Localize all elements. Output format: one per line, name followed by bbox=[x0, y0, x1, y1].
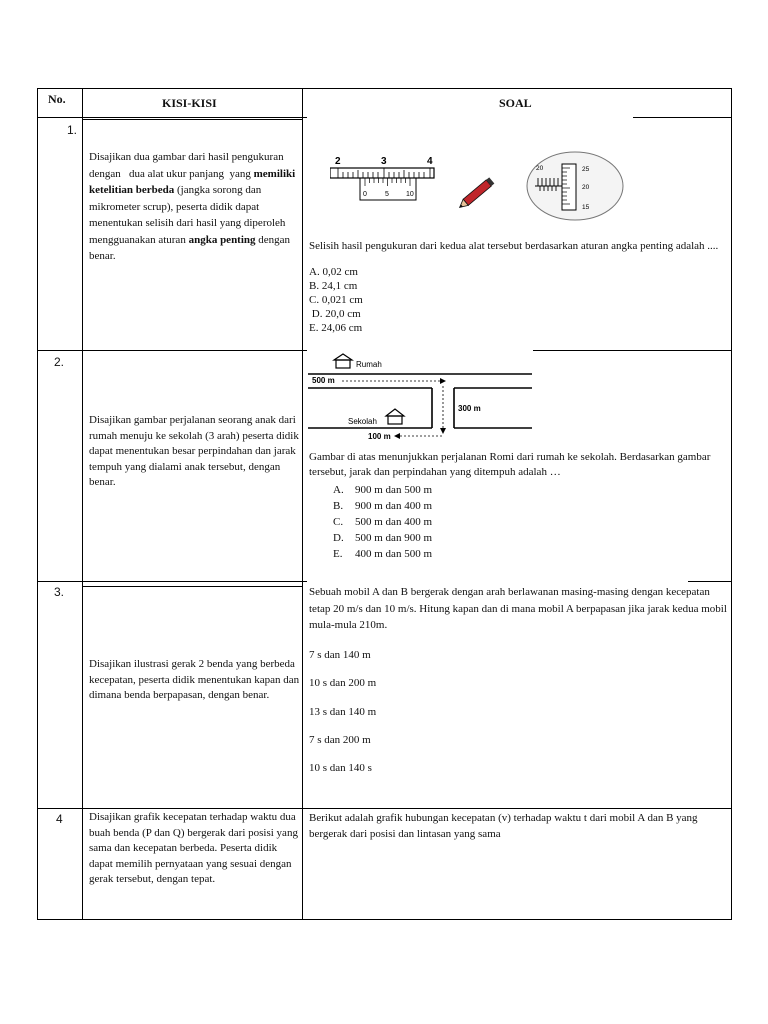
table-border-top bbox=[37, 88, 732, 89]
header-divider-right bbox=[633, 117, 732, 118]
micrometer-label-20b: 20 bbox=[582, 184, 590, 191]
row-2-figure bbox=[308, 352, 536, 444]
row-2-question: Gambar di atas menunjukkan perjalanan Romi dari rumah ke sekolah. Berdasarkan gambar tersebut, jarak dan perpindahan yang ditempuh adalah … bbox=[309, 451, 711, 478]
option-e: E. 24,06 cm bbox=[309, 322, 363, 334]
option-a: A. 0,02 cm bbox=[309, 266, 358, 278]
caliper-label-2: 2 bbox=[335, 156, 341, 167]
row-2-number: 2. bbox=[54, 355, 65, 369]
header-kisi: KISI-KISI bbox=[162, 96, 217, 110]
option-b: B. 24,1 cm bbox=[309, 280, 358, 292]
label-rumah: Rumah bbox=[356, 360, 382, 369]
row-1-options bbox=[309, 265, 363, 335]
house-icon bbox=[334, 354, 352, 368]
label-500m: 500 m bbox=[312, 376, 335, 385]
option-c: C. 500 m dan 400 m bbox=[333, 516, 432, 528]
table-border-bottom bbox=[37, 919, 732, 920]
table-border-right bbox=[731, 88, 732, 920]
row-4-number: 4 bbox=[56, 812, 63, 826]
label-100m: 100 m bbox=[368, 432, 391, 441]
vernier-label-0: 0 bbox=[363, 191, 367, 198]
micrometer-figure bbox=[527, 152, 623, 220]
row-1-question: Selisih hasil pengukuran dari kedua alat tersebut berdasarkan aturan angka penting adalah .... bbox=[309, 240, 719, 252]
micrometer-label-20a: 20 bbox=[536, 165, 544, 172]
row2-inner-top bbox=[83, 586, 302, 587]
option-d: D. 500 m dan 900 m bbox=[333, 532, 432, 544]
caliper-label-4: 4 bbox=[427, 156, 433, 167]
row-3-option-4: 7 s dan 200 m bbox=[309, 734, 371, 746]
pencil-icon bbox=[457, 177, 494, 210]
micrometer-label-25: 25 bbox=[582, 166, 590, 173]
header-no: No. bbox=[48, 92, 66, 106]
option-d: D. 20,0 cm bbox=[309, 308, 361, 320]
row-1-number: 1. bbox=[67, 123, 78, 137]
row-3-option-3: 13 s dan 140 m bbox=[309, 706, 377, 718]
vernier-label-5: 5 bbox=[385, 191, 389, 198]
row-1-figure bbox=[330, 150, 626, 222]
option-c: C. 0,021 cm bbox=[309, 294, 363, 306]
row-4-kisi: Disajikan grafik kecepatan terhadap waktu dua buah benda (P dan Q) bergerak dari posisi yang sama dan kecepatan berbeda. Peserta didik dapat memilih pernyataan yang sesuai dengan gerak tersebut, dengan tepat. bbox=[89, 811, 298, 885]
row-2-kisi: Disajikan gambar perjalanan seorang anak dari rumah menuju ke sekolah (3 arah) peserta didik dapat menentukan besar perpindahan dan jarak tempuh yang dialami anak tersebut, dengan benar. bbox=[89, 414, 299, 488]
label-300m: 300 m bbox=[458, 404, 481, 413]
header-divider bbox=[37, 117, 307, 118]
vernier-label-10: 10 bbox=[406, 191, 414, 198]
row-3-option-1: 7 s dan 140 m bbox=[309, 649, 371, 661]
row-divider-2 bbox=[37, 581, 307, 582]
row-3-number: 3. bbox=[54, 585, 65, 599]
option-b: B. 900 m dan 400 m bbox=[333, 500, 432, 512]
header-divider-inner bbox=[83, 119, 302, 120]
label-sekolah: Sekolah bbox=[348, 417, 377, 426]
header-soal: SOAL bbox=[499, 96, 532, 110]
row-divider-3 bbox=[37, 808, 732, 809]
row-1-kisi: Disajikan dua gambar dari hasil pengukuran dengan dua alat ukur panjang yang memiliki ketelitian berbeda (jangka sorong dan mikrometer scrup), peserta didik dapat menentukan selisih dari hasil yang diperoleh mengguanakan aturan angka penting dengan benar. bbox=[89, 151, 296, 262]
school-icon bbox=[386, 409, 404, 424]
row-4-question: Berikut adalah grafik hubungan kecepatan (v) terhadap waktu t dari mobil A dan B yang bergerak dari posisi dan lintasan yang sama bbox=[309, 812, 698, 840]
row-2-options bbox=[333, 482, 432, 562]
row-divider-1-right bbox=[533, 350, 732, 351]
option-e: E. 400 m dan 500 m bbox=[333, 548, 432, 560]
col-divider-2 bbox=[302, 88, 303, 920]
col-divider-1 bbox=[82, 88, 83, 920]
row-divider-2-right bbox=[688, 581, 732, 582]
row-3-option-5: 10 s dan 140 s bbox=[309, 762, 372, 774]
micrometer-label-15: 15 bbox=[582, 204, 590, 211]
row1-inner-top bbox=[83, 350, 302, 351]
row-3-question: Sebuah mobil A dan B bergerak dengan arah berlawanan masing-masing dengan kecepatan tetap 20 m/s dan 10 m/s. Hitung kapan dan di mana mobil A berpapasan jika jarak kedua mobil mula-mula 210m. bbox=[309, 586, 727, 631]
option-a: A. 900 m dan 500 m bbox=[333, 484, 432, 496]
table-border-left bbox=[37, 88, 38, 920]
vernier-caliper-figure bbox=[330, 156, 434, 200]
caliper-label-3: 3 bbox=[381, 156, 387, 167]
row-3-option-2: 10 s dan 200 m bbox=[309, 677, 377, 689]
row-3-kisi: Disajikan ilustrasi gerak 2 benda yang berbeda kecepatan, peserta didik menentukan kapan dan dimana benda berpapasan, dengan benar. bbox=[89, 658, 300, 701]
